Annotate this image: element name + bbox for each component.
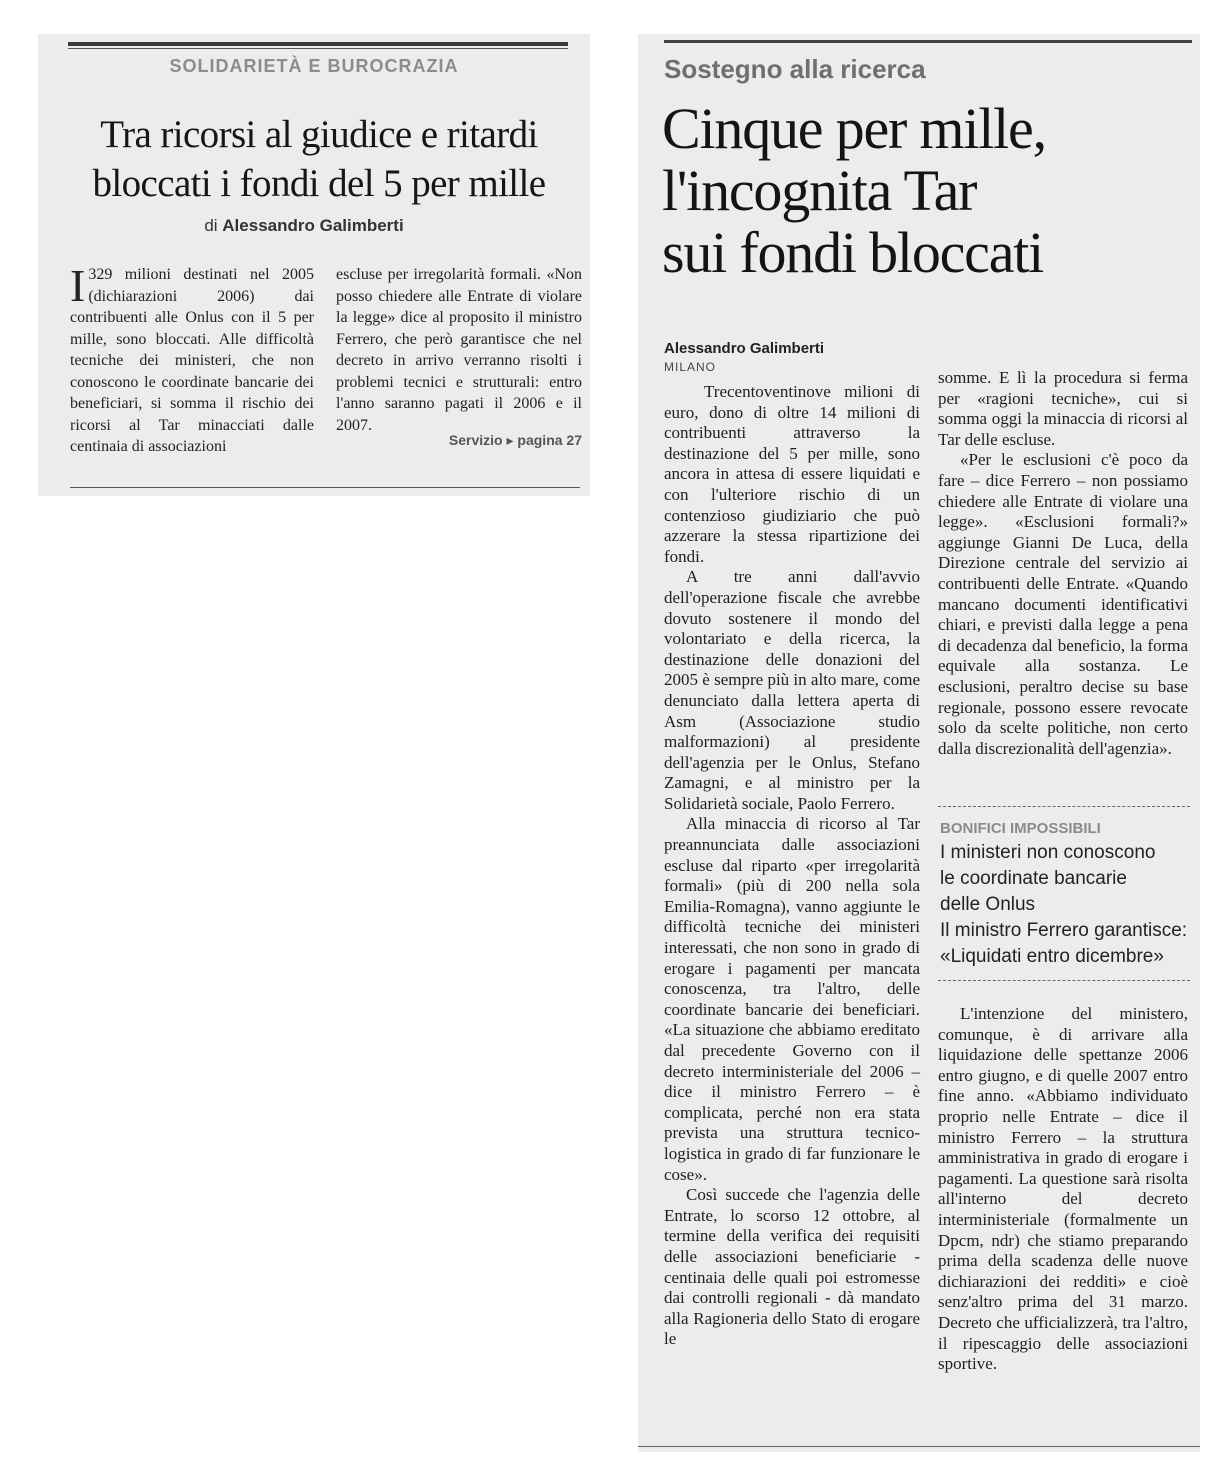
right-headline <box>662 98 1182 284</box>
left-headline <box>54 110 584 208</box>
left-byline <box>38 216 570 236</box>
bottom-rule <box>638 1446 1200 1447</box>
right-kicker: Sostegno alla ricerca <box>664 54 926 84</box>
article-paragraph: «Per le esclusioni c'è poco da fare – dice Ferrero – non possiamo chiedere alle Entrate di violare una legge». «Esclusioni formali?» aggiunge Gianni De Luca, della Direzione centrale del servizio ai contribuenti delle Entrate. «Quando mancano documenti identificativi chiari, e previsti dalla legge a pena di decadenza dal beneficio, la forma equivale alla sostanza. Le esclusioni, peraltro decise su base regionale, possono essere revocate solo da scelte politiche, non certo dalla discrezionalità dell'agenzia». <box>938 450 1188 758</box>
right-clipping <box>638 34 1200 1452</box>
byline-name: Alessandro Galimberti <box>222 216 404 235</box>
box-line: le coordinate bancarie <box>940 868 1127 889</box>
box-line: Il ministro Ferrero garantisce: <box>940 920 1188 941</box>
right-headline-line: sui fondi bloccati <box>662 220 1044 285</box>
service-page-reference: Servizio ▸ pagina 27 <box>448 432 582 448</box>
article-paragraph: A tre anni dall'avvio dell'operazione fiscale che avrebbe dovuto sostenere il mondo del volontariato e della ricerca, la destinazione delle donazioni del 2005 è sempre più in alto mare, come denunciato dalla lettera aperta di Asm (Associazione studio malformazioni) al presidente dell'agenzia per le Onlus, Stefano Zamagni, e al ministro per la Solidarietà sociale, Paolo Ferrero. <box>664 567 920 813</box>
article-paragraph: L'intenzione del ministero, comunque, è di arrivare alla liquidazione delle spettanze 2006 entro giugno, e di quelle 2007 entro fine anno. «Abbiamo individuato proprio nelle Entrate – dice il ministro Ferrero – la struttura amministrativa in grado di erogare i pagamenti. La questione sarà risolta all'interno del decreto interministeriale (formalmente un Dpcm, ndr) che stiamo preparando prima della scadenza delle nuove dichiarazioni dei redditi» e cioè senz'altro prima del 31 marzo. Decreto che ufficializzerà, tra l'altro, il ripescaggio delle associazioni sportive. <box>938 1004 1188 1374</box>
byline-prefix: di <box>204 216 218 235</box>
dropcap: I <box>70 260 86 311</box>
box-kicker: BONIFICI IMPOSSIBILI <box>940 820 1101 837</box>
article-paragraph: Trecentoventinove milioni di euro, dono di oltre 14 milioni di contribuenti attraverso la destinazione del 5 per mille, sono ancora in attesa di essere liquidati e con l'ulteriore rischio di un contenzioso giudiziario che può azzerare la stessa ripartizione dei fondi. <box>664 382 920 566</box>
box-rule-top <box>938 806 1190 807</box>
left-kicker: SOLIDARIETÀ E BUROCRAZIA <box>169 56 459 76</box>
article-column-2 <box>938 368 1188 759</box>
box-rule-bottom <box>938 980 1190 981</box>
article-column-3 <box>938 1004 1188 1375</box>
left-headline-line: Tra ricorsi al giudice e ritardi <box>100 113 538 156</box>
left-clipping <box>38 34 590 496</box>
bottom-rule <box>70 487 580 488</box>
box-line: delle Onlus <box>940 894 1036 915</box>
left-headline-line: bloccati i fondi del 5 per mille <box>92 162 546 205</box>
summary-column-2 <box>336 264 582 436</box>
box-line: I ministeri non conoscono <box>940 842 1156 863</box>
article-paragraph: Così succede che l'agenzia delle Entrate, lo scorso 12 ottobre, al termine della verifica dei requisiti delle associazioni beneficiarie - centinaia delle quali poi estromesse dai controlli regionali - dà mandato alla Ragioneria dello Stato di erogare le <box>664 1185 920 1349</box>
top-rule <box>664 40 1192 43</box>
article-paragraph: somme. E lì la procedura si ferma per «ragioni tecniche», cui si somma oggi la minaccia di ricorsi al Tar delle escluse. <box>938 368 1188 449</box>
dateline-place: MILANO <box>664 360 717 374</box>
highlight-box <box>940 840 1190 970</box>
right-headline-line: Cinque per mille, <box>662 96 1046 161</box>
box-line: «Liquidati entro dicembre» <box>940 946 1164 967</box>
summary-column-1 <box>70 260 314 458</box>
right-byline: Alessandro Galimberti <box>664 340 825 357</box>
summary-text: escluse per irregolarità formali. «Non posso chiedere alle Entrate di violare la legge» dice al proposito il ministro Ferrero, che però garantisce che nel decreto in arrivo verranno risolti i problemi tecnici e strutturali: entro l'anno saranno pagati il 2006 e il 2007. <box>336 266 582 434</box>
right-headline-line: l'incognita Tar <box>662 158 977 223</box>
top-rule-thin <box>68 48 568 49</box>
summary-text: 329 milioni destinati nel 2005 (dichiarazioni 2006) dai contribuenti alle Onlus con il 5 per mille, sono bloccati. Alle difficoltà tecniche dei ministeri, che non conoscono le coordinate bancarie dei beneficiari, si somma il rischio dei ricorsi al Tar minacciati dalle centinaia di associazioni <box>70 266 314 455</box>
top-rule <box>68 42 568 46</box>
article-paragraph: Alla minaccia di ricorso al Tar preannunciata dalle associazioni escluse dal riparto «per irregolarità formali» (più di 200 nella sola Emilia-Romagna), vanno aggiunte le difficoltà tecniche dei ministeri interessati, che non sono in grado di erogare i pagamenti per mancata conoscenza, tra l'altro, delle coordinate bancarie dei beneficiari. «La situazione che abbiamo ereditato dal precedente Governo con il decreto interministeriale del 2006 – dice il ministro Ferrero – è complicata, perché non era stata prevista una struttura tecnico-logistica in grado di far funzionare le cose». <box>664 814 920 1184</box>
article-column-1 <box>664 382 920 1350</box>
